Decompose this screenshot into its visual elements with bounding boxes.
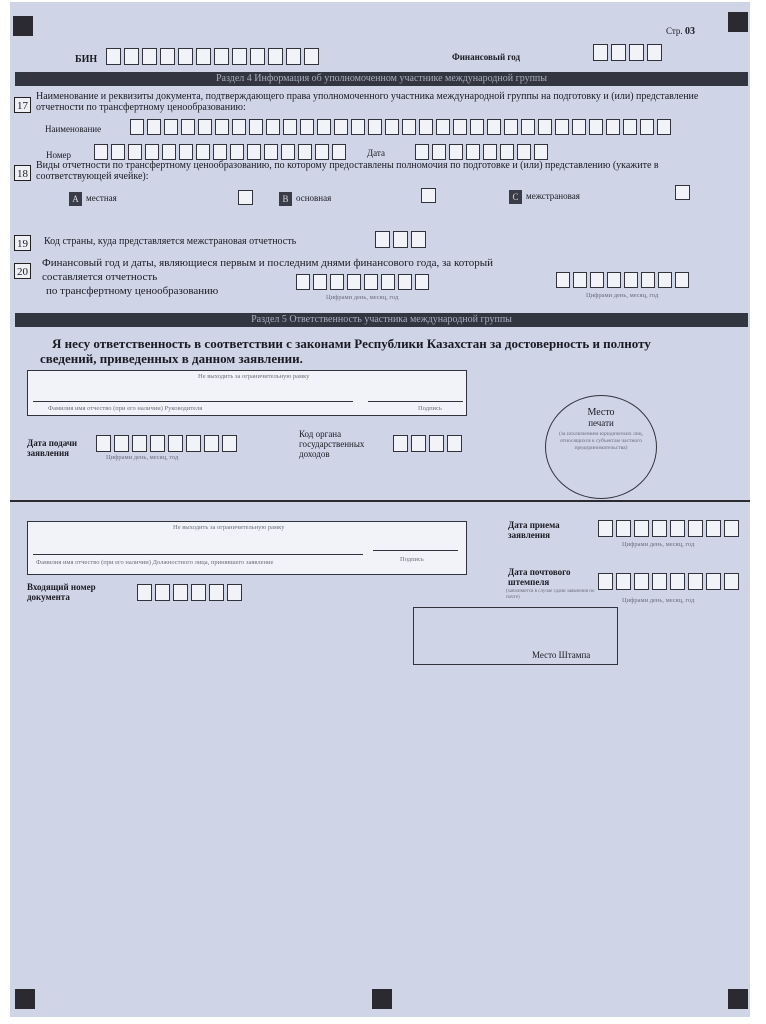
field-18-text: Виды отчетности по трансфертному ценообразованию, по которому предоставлены полномочия по подготовке и (или) представлению (укажите в соответствующей ячейке): xyxy=(36,160,659,182)
responsibility-statement-line2: сведений, приведенных в данном заявлении. xyxy=(40,351,303,366)
postmark-date-cells[interactable] xyxy=(598,573,742,590)
field-20-text-line3: по трансфертному ценообразованию xyxy=(46,285,219,297)
registration-marker-bottom-left xyxy=(15,989,35,1009)
option-b-checkbox[interactable] xyxy=(421,188,436,203)
field-17-number: 17 xyxy=(14,97,31,113)
doc-number-label: Номер xyxy=(46,150,72,160)
option-c-label: межстрановая xyxy=(526,191,580,201)
doc-number-cells[interactable] xyxy=(94,144,349,160)
head-name-caption: Фамилия имя отчество (при его наличии) Руководителя xyxy=(48,405,203,412)
section-5-header: Раздел 5 Ответственность участника международной группы xyxy=(15,313,748,327)
receipt-date-label: Дата приема заявления xyxy=(508,520,560,540)
official-signature-box[interactable] xyxy=(27,521,467,575)
postmark-date-hint: Цифрами день, месяц, год xyxy=(622,597,695,604)
field-20-number: 20 xyxy=(14,263,31,279)
seal-place-title: Место печати xyxy=(587,407,615,428)
official-signature-caption: Подпись xyxy=(400,556,424,563)
country-code-cells[interactable] xyxy=(375,231,429,248)
doc-name-cells[interactable] xyxy=(130,119,674,135)
field-19-text: Код страны, куда представляется межстрановая отчетность xyxy=(44,236,297,247)
option-c-letter: C xyxy=(509,190,522,204)
fin-year-end-cells[interactable] xyxy=(556,272,692,288)
fin-year-label: Финансовый год xyxy=(452,52,521,62)
registration-marker-top-left xyxy=(13,16,33,36)
incoming-number-cells[interactable] xyxy=(137,584,245,601)
head-signature-box[interactable] xyxy=(27,370,467,416)
form-page xyxy=(10,2,750,1017)
submit-date-label: Дата подачи заявления xyxy=(27,438,78,458)
responsibility-statement-line1: Я несу ответственность в соответствии с законами Республики Казахстан за достоверность и полноту xyxy=(52,336,651,351)
authority-code-cells[interactable] xyxy=(393,435,465,452)
head-signature-caption: Подпись xyxy=(418,405,442,412)
official-name-line xyxy=(33,554,363,555)
seal-place-note: (за исключением юридических лиц, относящихся к субъектам частного предпринимательства) xyxy=(559,431,643,451)
page-number: Стр. 03 xyxy=(666,26,695,37)
option-b-letter: B xyxy=(279,192,292,206)
official-signature-line xyxy=(373,550,458,551)
section-divider xyxy=(10,500,750,502)
registration-marker-bottom-center xyxy=(372,989,392,1009)
option-b-label: основная xyxy=(296,193,332,203)
field-17-text: Наименование и реквизиты документа, подтверждающего права уполномоченного участника международной группы на подготовку и (или) представление отчетности по трансфертному ценообразованию: xyxy=(36,91,699,113)
option-c-checkbox[interactable] xyxy=(675,185,690,200)
bin-label: БИН xyxy=(75,54,98,65)
seal-place-circle xyxy=(545,395,657,499)
fin-year-cells[interactable] xyxy=(593,44,665,61)
authority-code-label: Код органа государственных доходов xyxy=(299,429,365,459)
field-20-text-line1: Финансовый год и даты, являющиеся первым и последним днями финансового года, за который xyxy=(42,257,494,269)
stamp-place-label: Место Штампа xyxy=(532,650,591,660)
option-a-letter: A xyxy=(69,192,82,206)
field-18-number: 18 xyxy=(14,165,31,181)
doc-date-label: Дата xyxy=(367,148,385,158)
official-name-caption: Фамилия имя отчество (при его наличии) Должностного лица, принявшего заявление xyxy=(36,559,274,566)
registration-marker-top-right xyxy=(728,12,748,32)
doc-name-label: Наименование xyxy=(45,124,102,134)
doc-date-cells[interactable] xyxy=(415,144,551,160)
stamp-place-box[interactable] xyxy=(413,607,618,665)
postmark-note: (заполняется в случае сдачи заявления по почте) xyxy=(506,589,595,600)
postmark-date-label: Дата почтового штемпеля xyxy=(508,567,571,587)
submit-date-hint: Цифрами день, месяц, год xyxy=(106,454,179,461)
receipt-date-hint: Цифрами день, месяц, год xyxy=(622,541,695,548)
head-signature-box-caption: Не выходить за ограничительную рамку xyxy=(198,373,310,380)
option-a-label: местная xyxy=(86,193,117,203)
start-date-hint: Цифрами день, месяц, год xyxy=(326,294,399,301)
receipt-date-cells[interactable] xyxy=(598,520,742,537)
incoming-number-label: Входящий номер документа xyxy=(27,582,96,602)
head-name-line xyxy=(33,401,353,402)
official-signature-box-caption: Не выходить за ограничительную рамку xyxy=(173,524,285,531)
bin-cells[interactable] xyxy=(106,48,322,65)
submit-date-cells[interactable] xyxy=(96,435,240,452)
fin-year-start-cells[interactable] xyxy=(296,274,432,290)
field-20-text-line2: составляется отчетность xyxy=(42,271,158,283)
registration-marker-bottom-right xyxy=(728,989,748,1009)
field-19-number: 19 xyxy=(14,235,31,251)
section-4-header: Раздел 4 Информация об уполномоченном участнике международной группы xyxy=(15,72,748,86)
end-date-hint: Цифрами день, месяц, год xyxy=(586,292,659,299)
head-signature-line xyxy=(368,401,463,402)
option-a-checkbox[interactable] xyxy=(238,190,253,205)
